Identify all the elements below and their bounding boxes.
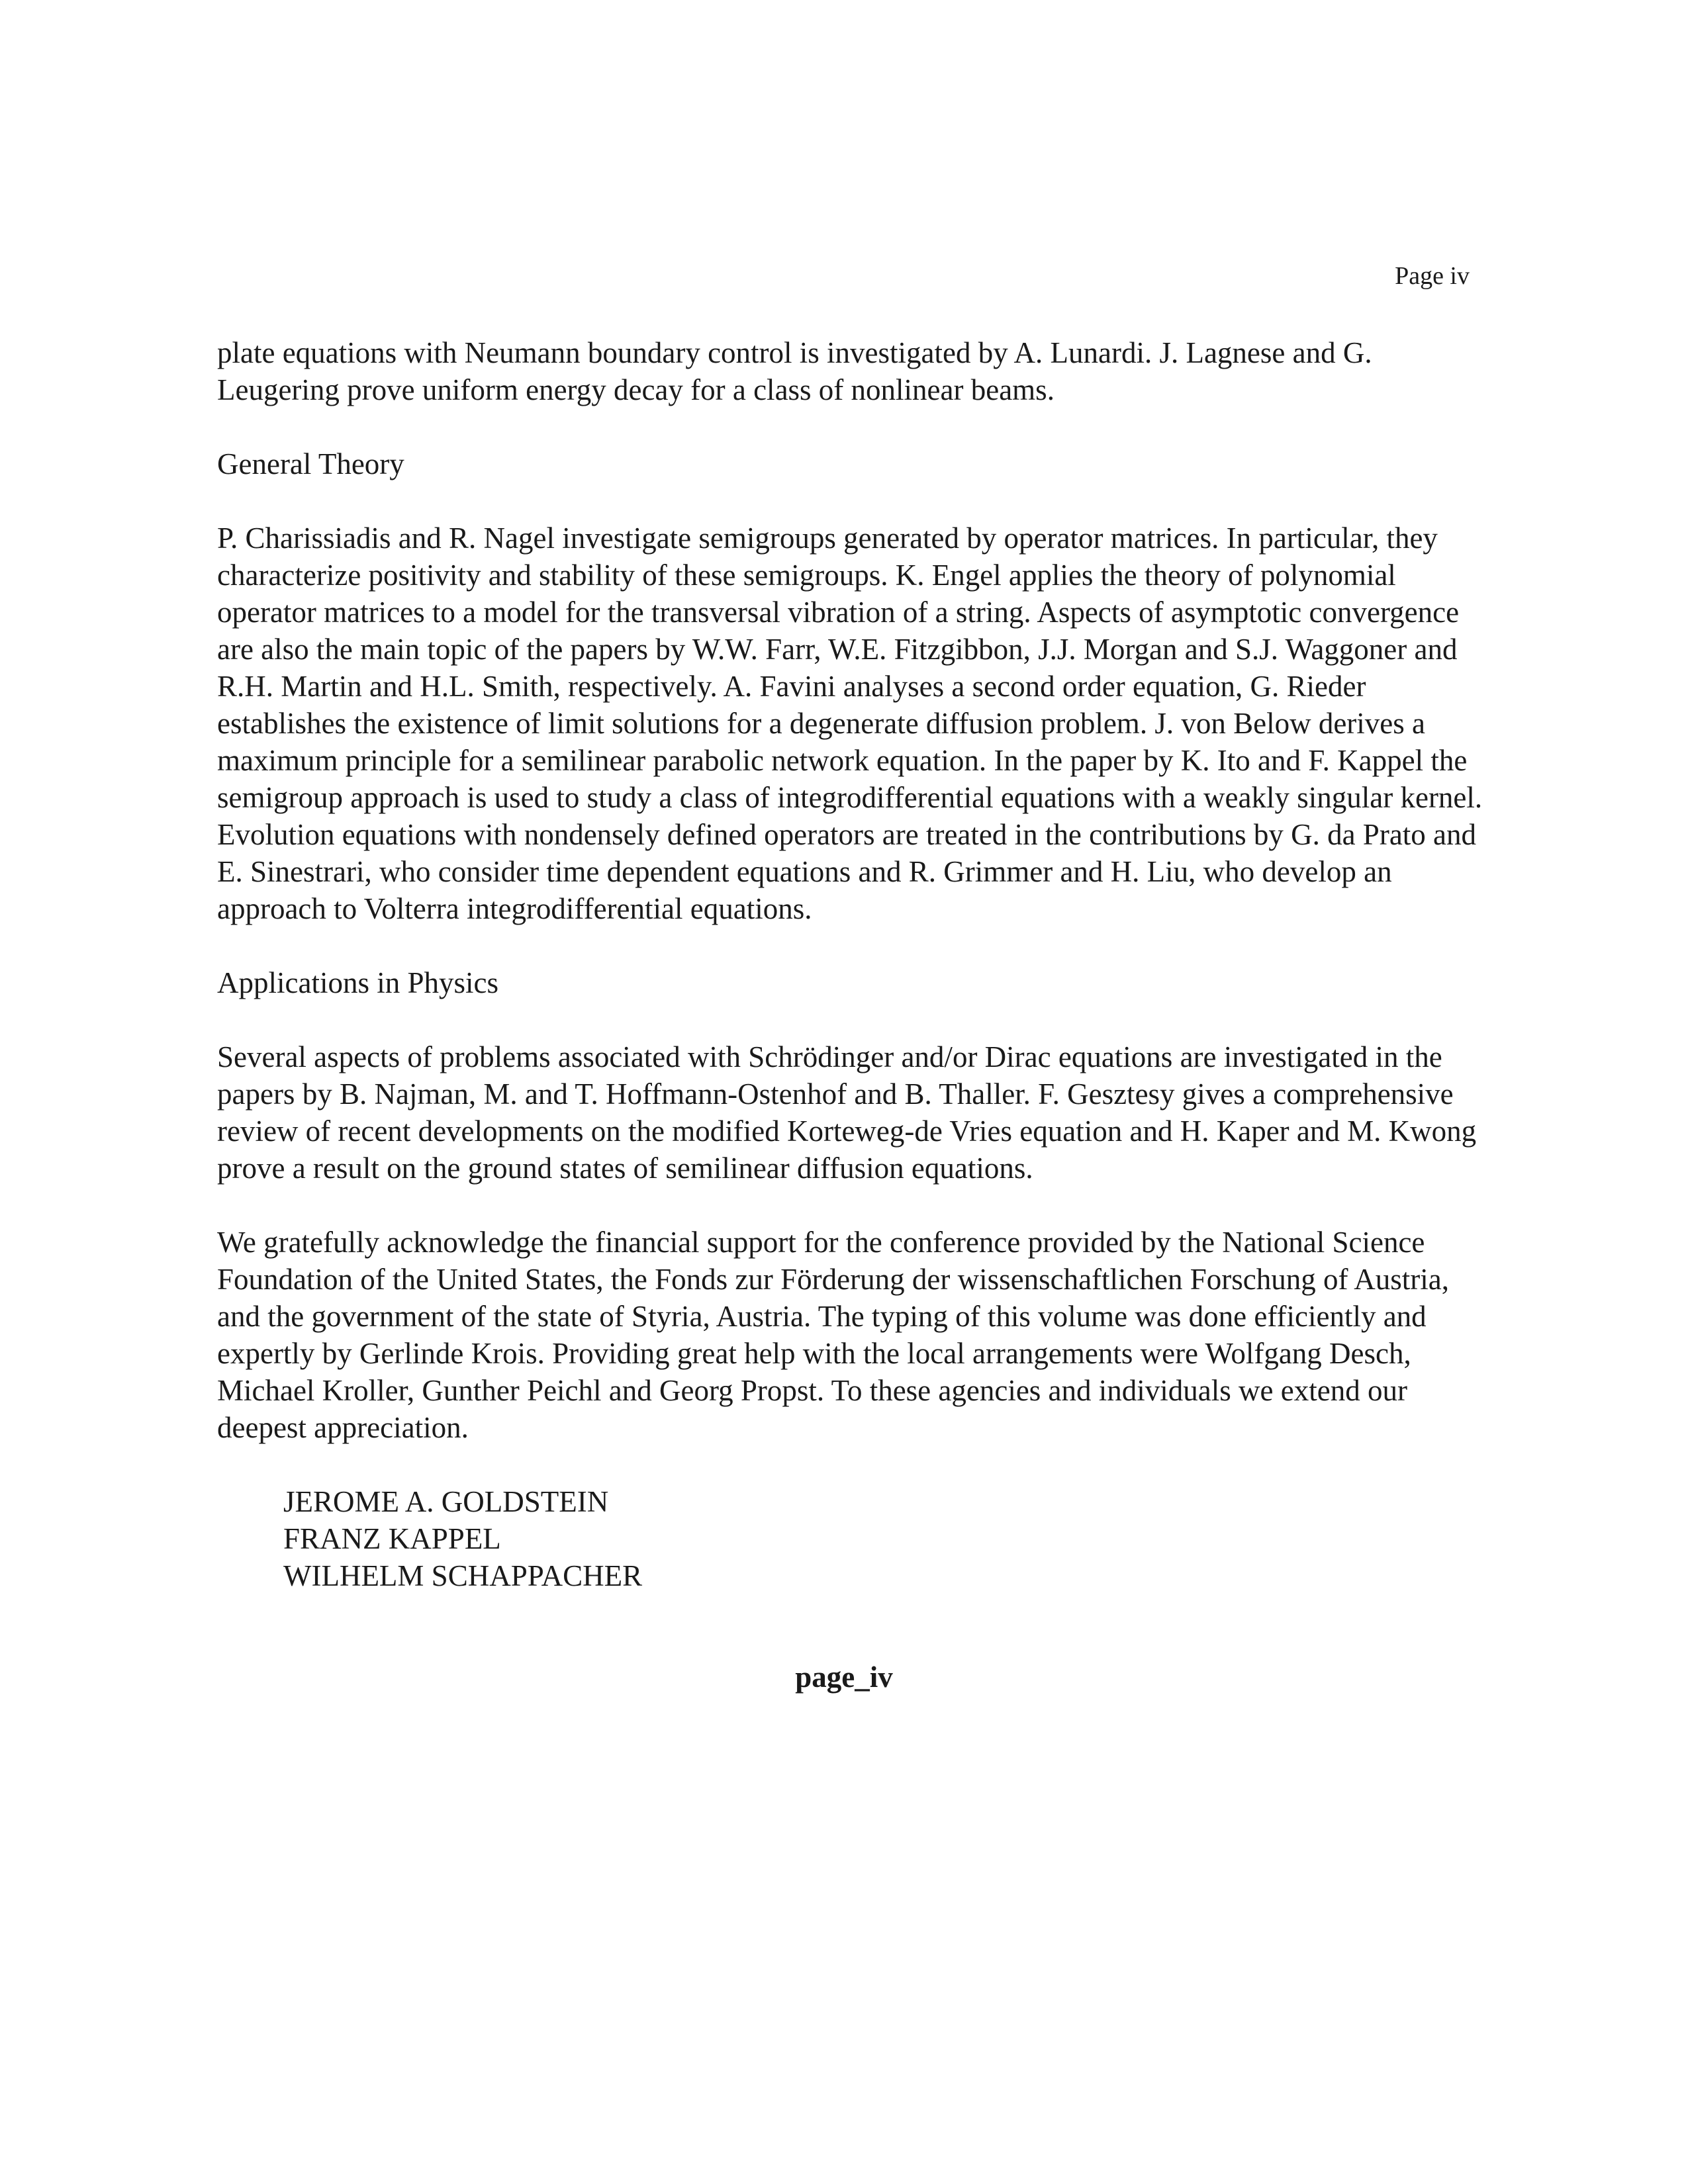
page-body (217, 334, 1495, 1594)
general-theory-paragraph: P. Charissiadis and R. Nagel investigate semigroups generated by operator matrices. In particular, they characterize positivity and stability of these semigroups. K. Engel applies the theory of polynomial operator matrices to a model for the transversal vibration of a string. Aspects of asymptotic convergence are also the main topic of the papers by W.W. Farr, W.E. Fitzgibbon, J.J. Morgan and S.J. Waggoner and R.H. Martin and H.L. Smith, respectively. A. Favini analyses a second order equation, G. Rieder establishes the existence of limit solutions for a degenerate diffusion problem. J. von Below derives a maximum principle for a semilinear parabolic network equation. In the paper by K. Ito and F. Kappel the semigroup approach is used to study a class of integrodifferential equations with a weakly singular kernel. Evolution equations with nondensely defined operators are treated in the contributions by G. da Prato and E. Sinestrari, who consider time dependent equations and R. Grimmer and H. Liu, who develop an approach to Volterra integrodifferential equations. (217, 522, 1483, 925)
section-heading-general-theory: General Theory (217, 447, 404, 480)
signatory-name: FRANZ KAPPEL (283, 1522, 501, 1555)
signatory-name: WILHELM SCHAPPACHER (283, 1559, 643, 1592)
page-number-header: Page iv (1395, 262, 1470, 290)
physics-paragraph: Several aspects of problems associated with Schrödinger and/or Dirac equations are investigated in the papers by B. Najman, M. and T. Hoffmann-Ostenhof and B. Thaller. F. Gesztesy gives a comprehensive review of recent developments on the modified Korteweg-de Vries equation and H. Kaper and M. Kwong prove a result on the ground states of semilinear diffusion equations. (217, 1040, 1477, 1185)
page-footer-marker: page_iv (795, 1661, 893, 1694)
intro-paragraph: plate equations with Neumann boundary control is investigated by A. Lunardi. J. Lagnese and G. Leugering prove uniform energy decay for a class of nonlinear beams. (217, 336, 1372, 406)
signatory-name: JEROME A. GOLDSTEIN (283, 1485, 609, 1518)
section-heading-applications-physics: Applications in Physics (217, 966, 498, 999)
acknowledgement-paragraph: We gratefully acknowledge the financial support for the conference provided by the National Science Foundation of the United States, the Fonds zur Förderung der wissenschaftlichen Forschung of Austria, and the government of the state of Styria, Austria. The typing of this volume was done efficiently and expertly by Gerlinde Krois. Providing great help with the local arrangements were Wolfgang Desch, Michael Kroller, Gunther Peichl and Georg Propst. To these agencies and individuals we extend our deepest appreciation. (217, 1226, 1449, 1444)
signatories-list (283, 1483, 1495, 1594)
